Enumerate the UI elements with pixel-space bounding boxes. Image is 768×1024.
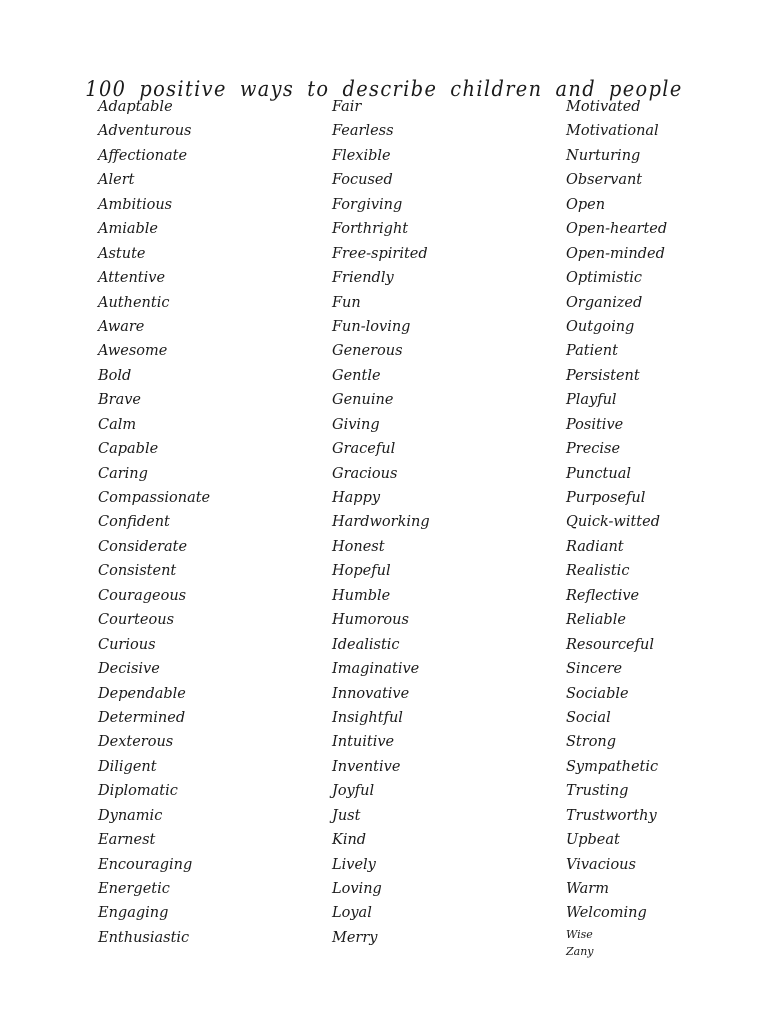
word-item: Open bbox=[566, 196, 606, 213]
word-column-1 bbox=[98, 95, 210, 950]
word-item: Hopeful bbox=[332, 563, 391, 580]
word-item: Playful bbox=[566, 392, 617, 409]
word-item: Radiant bbox=[566, 538, 624, 555]
word-column-2 bbox=[332, 95, 430, 950]
word-item: Earnest bbox=[98, 832, 156, 849]
word-item: Patient bbox=[566, 343, 618, 360]
word-item: Capable bbox=[98, 441, 159, 458]
word-item: Kind bbox=[332, 832, 367, 849]
word-item: Inventive bbox=[332, 758, 401, 775]
word-item: Happy bbox=[332, 490, 381, 506]
word-item: Consistent bbox=[98, 563, 177, 580]
word-item: Focused bbox=[332, 172, 393, 189]
word-item: Diligent bbox=[98, 758, 157, 775]
word-item: Decisive bbox=[98, 661, 160, 678]
word-item: Courteous bbox=[98, 612, 175, 629]
word-item: Trusting bbox=[566, 783, 629, 800]
word-item: Persistent bbox=[566, 367, 640, 384]
word-item: Forthright bbox=[332, 221, 409, 238]
word-item: Diplomatic bbox=[98, 783, 178, 800]
word-item: Brave bbox=[98, 392, 142, 409]
word-item: Dynamic bbox=[98, 807, 163, 824]
word-item: Bold bbox=[98, 367, 132, 384]
word-item: Genuine bbox=[332, 392, 394, 409]
word-item: Open-hearted bbox=[566, 221, 668, 238]
word-item: Social bbox=[566, 709, 611, 726]
word-item: Fun-loving bbox=[332, 318, 411, 335]
word-item: Humorous bbox=[332, 612, 409, 629]
word-item: Curious bbox=[98, 636, 156, 653]
word-item: Realistic bbox=[566, 563, 630, 580]
word-item: Affectionate bbox=[98, 147, 188, 164]
word-item: Precise bbox=[566, 441, 621, 458]
word-item: Giving bbox=[332, 416, 380, 433]
word-item: Loving bbox=[332, 881, 382, 897]
word-item: Considerate bbox=[98, 538, 188, 555]
page-title: 100 positive ways to describe children and people bbox=[85, 77, 683, 102]
word-item: Graceful bbox=[332, 441, 396, 458]
word-item: Humble bbox=[332, 587, 391, 604]
word-item: Sociable bbox=[566, 685, 629, 702]
word-item: Resourceful bbox=[566, 636, 654, 653]
word-item: Intuitive bbox=[332, 734, 395, 751]
word-item: Forgiving bbox=[332, 196, 403, 213]
word-item: Motivated bbox=[566, 99, 641, 115]
word-item: Engaging bbox=[98, 905, 169, 922]
word-item: Open-minded bbox=[566, 245, 665, 262]
word-item: Quick-witted bbox=[566, 514, 660, 531]
word-item: Sincere bbox=[566, 661, 623, 678]
word-item: Organized bbox=[566, 294, 643, 311]
word-item: Joyful bbox=[332, 783, 375, 800]
word-item-small: Zany bbox=[566, 944, 594, 958]
word-item: Aware bbox=[98, 318, 145, 335]
word-item: Optimistic bbox=[566, 270, 643, 287]
word-item: Compassionate bbox=[98, 490, 211, 506]
word-item: Friendly bbox=[332, 270, 394, 287]
word-item: Gentle bbox=[332, 367, 381, 384]
word-item: Strong bbox=[566, 734, 617, 751]
word-item: Amiable bbox=[98, 221, 159, 238]
word-item: Gracious bbox=[332, 465, 398, 482]
word-item: Encouraging bbox=[98, 856, 193, 873]
word-item: Caring bbox=[98, 465, 148, 482]
word-item: Nurturing bbox=[566, 147, 641, 164]
word-item: Awesome bbox=[98, 343, 168, 360]
word-item: Trustworthy bbox=[566, 807, 657, 824]
word-item: Welcoming bbox=[566, 905, 647, 922]
word-item: Positive bbox=[566, 416, 624, 433]
word-item: Reliable bbox=[566, 612, 626, 629]
word-item: Free-spirited bbox=[332, 245, 428, 262]
word-item: Determined bbox=[98, 709, 186, 726]
word-item: Reflective bbox=[566, 587, 640, 604]
word-item: Dependable bbox=[98, 685, 186, 702]
word-item: Enthusiastic bbox=[98, 929, 190, 946]
word-item: Energetic bbox=[98, 881, 170, 897]
word-item: Hardworking bbox=[332, 514, 430, 531]
word-item: Flexible bbox=[332, 147, 391, 164]
word-item: Insightful bbox=[332, 709, 403, 726]
word-item: Dexterous bbox=[98, 734, 174, 751]
word-item: Observant bbox=[566, 172, 643, 189]
word-item: Outgoing bbox=[566, 318, 635, 335]
word-item: Loyal bbox=[332, 905, 372, 922]
word-item: Alert bbox=[98, 172, 135, 189]
word-item: Fearless bbox=[332, 123, 394, 140]
word-item: Fun bbox=[332, 294, 361, 311]
word-item: Fair bbox=[332, 99, 362, 115]
word-item: Lively bbox=[332, 856, 376, 873]
word-item: Honest bbox=[332, 538, 385, 555]
word-item: Attentive bbox=[98, 270, 166, 287]
word-item: Generous bbox=[332, 343, 403, 360]
word-item: Adaptable bbox=[98, 99, 173, 115]
word-item: Courageous bbox=[98, 587, 187, 604]
word-item: Upbeat bbox=[566, 832, 620, 849]
word-item: Sympathetic bbox=[566, 758, 659, 775]
word-item: Confident bbox=[98, 514, 170, 531]
word-item: Warm bbox=[566, 881, 609, 897]
word-item: Idealistic bbox=[332, 636, 400, 653]
word-item: Just bbox=[332, 807, 361, 824]
word-item: Calm bbox=[98, 416, 137, 433]
word-item: Punctual bbox=[566, 465, 632, 482]
word-item: Adventurous bbox=[98, 123, 192, 140]
word-item: Imaginative bbox=[332, 661, 420, 678]
word-item: Vivacious bbox=[566, 856, 636, 873]
word-item: Astute bbox=[98, 245, 146, 262]
word-item: Ambitious bbox=[98, 196, 173, 213]
word-item: Motivational bbox=[566, 123, 659, 140]
word-item: Purposeful bbox=[566, 490, 646, 506]
word-item-small: Wise bbox=[566, 927, 593, 941]
word-item: Merry bbox=[332, 929, 378, 946]
word-item: Authentic bbox=[98, 294, 170, 311]
word-item: Innovative bbox=[332, 685, 410, 702]
word-column-3 bbox=[566, 95, 667, 960]
